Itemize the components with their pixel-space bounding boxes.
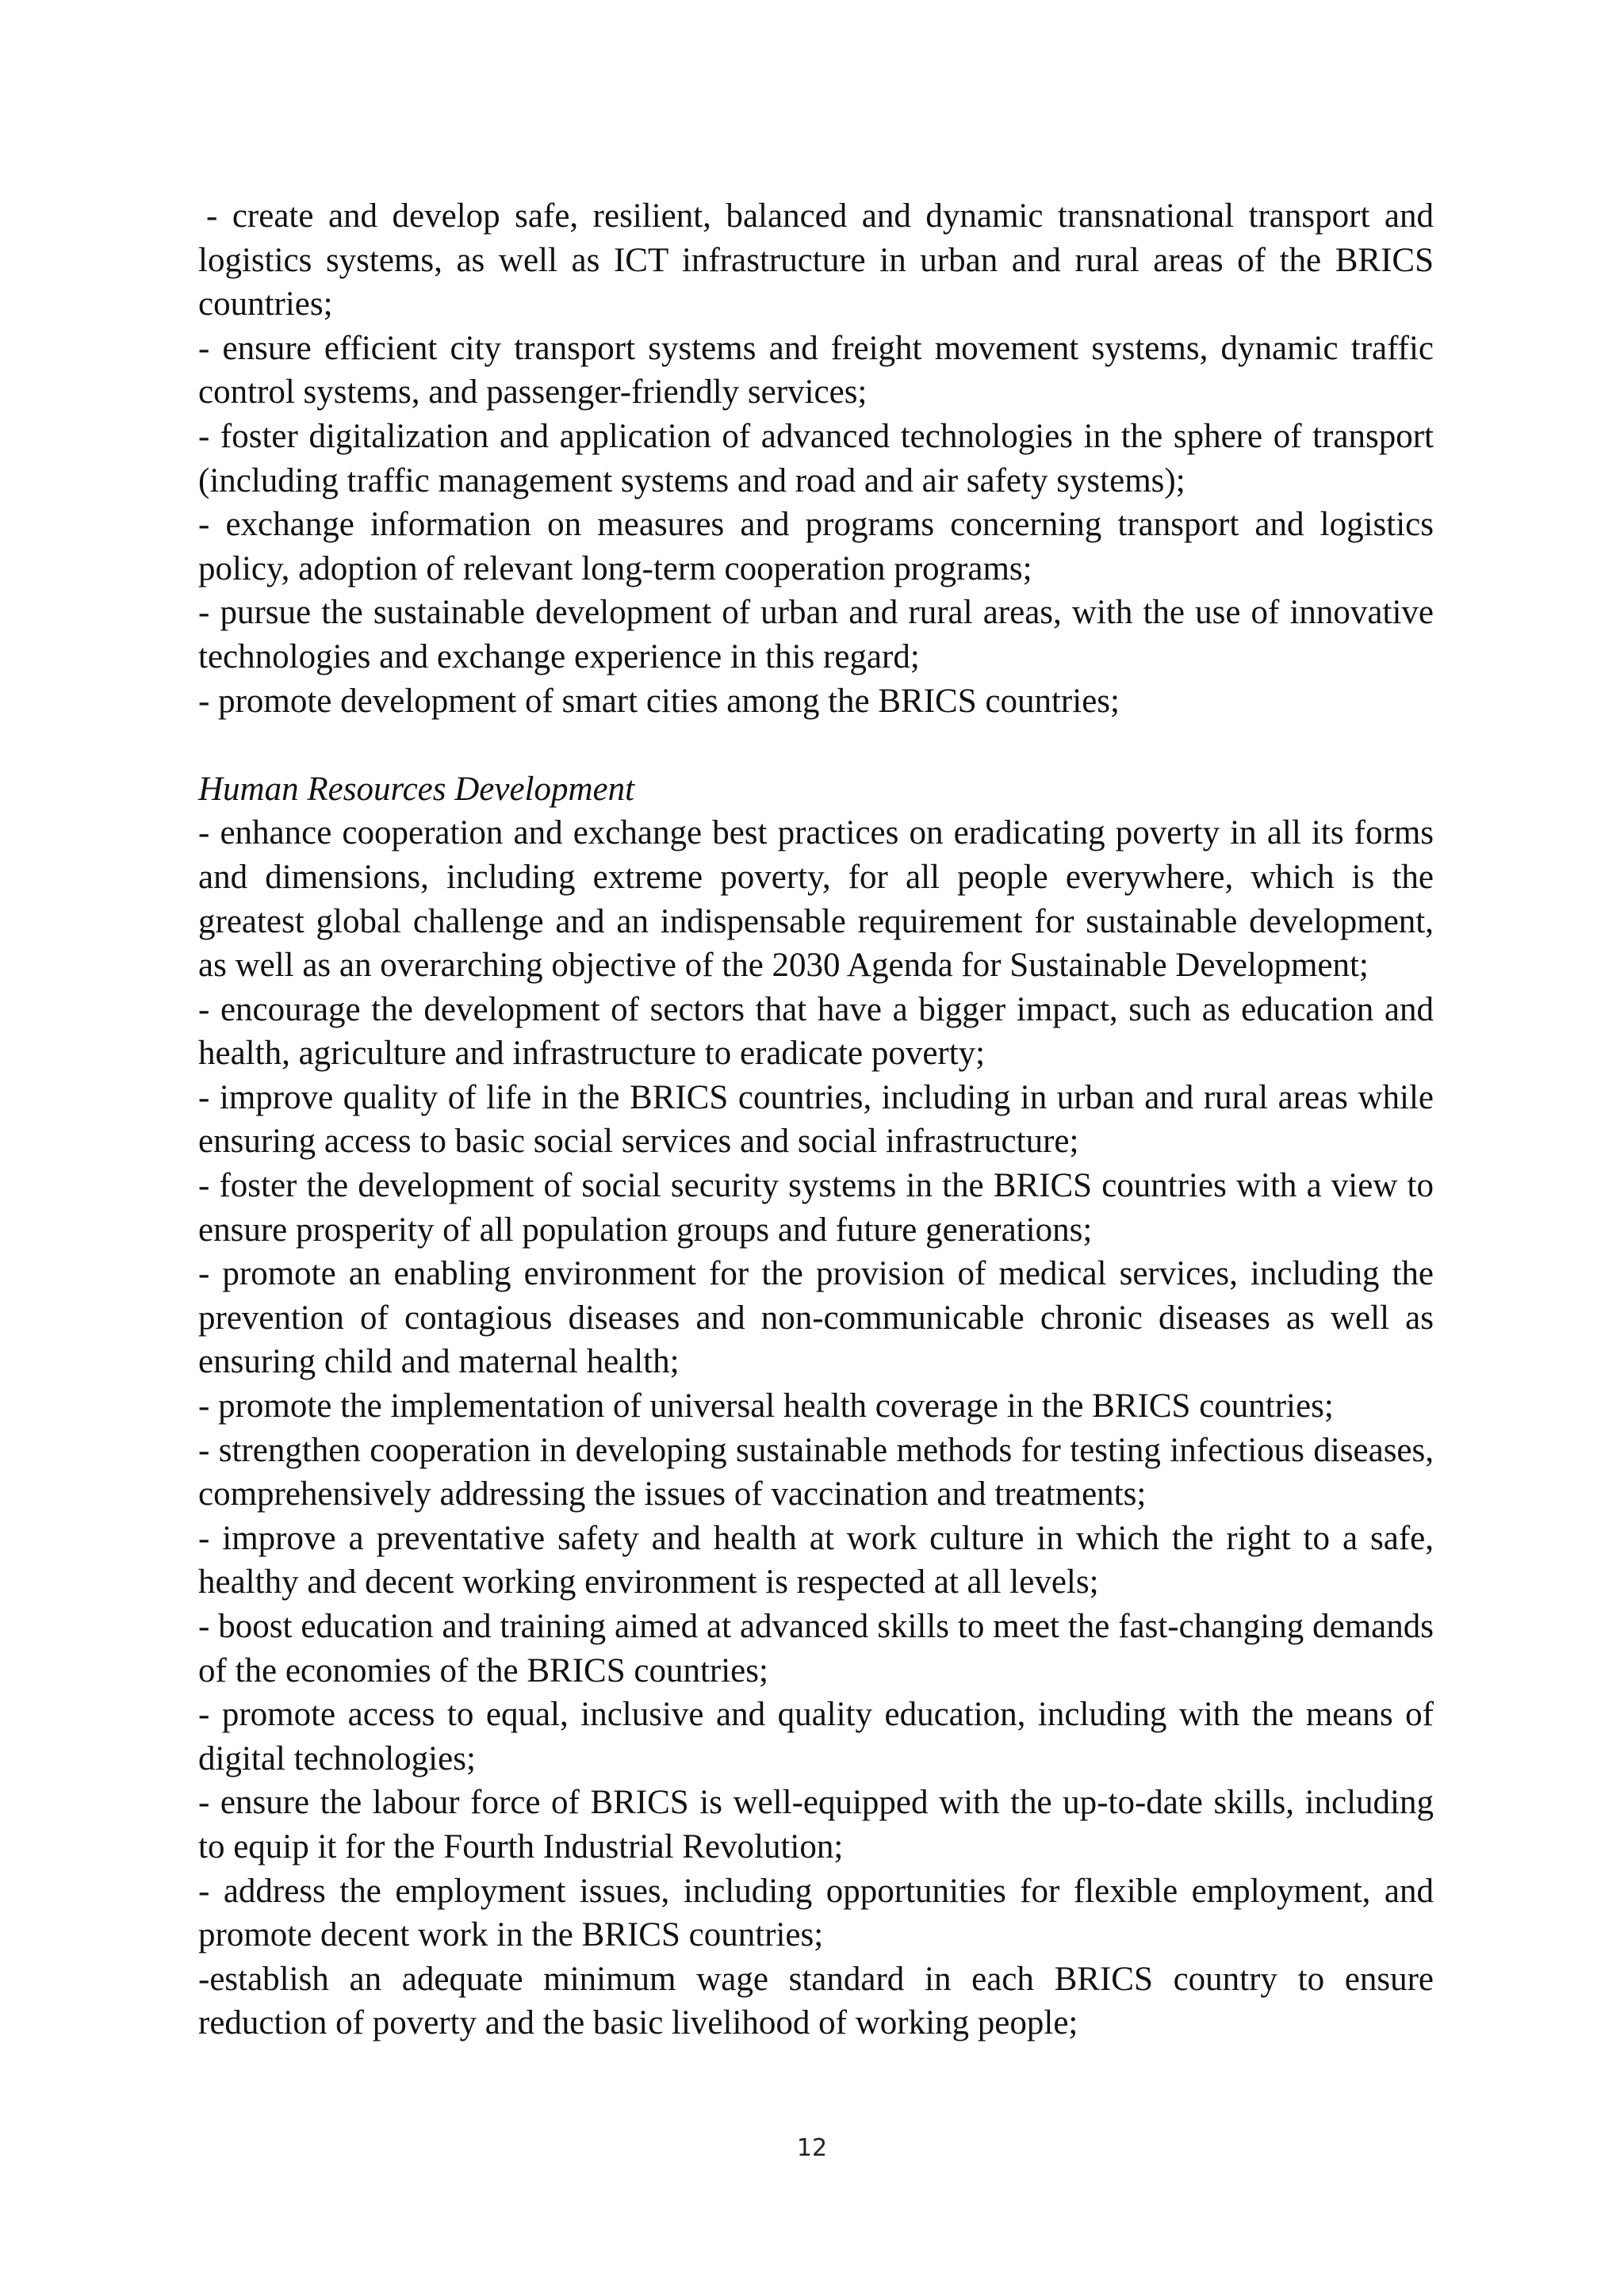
list-item: - promote the implementation of universal health coverage in the BRICS countries;: [198, 1387, 1334, 1425]
list-item: - improve a preventative safety and health at work culture in which the right to a safe, healthy and decent working environment is respected at all levels;: [198, 1519, 1434, 1601]
list-item: - foster digitalization and application of advanced technologies in the sphere of transport (including traffic management systems and road and air safety systems);: [198, 417, 1434, 499]
list-item: - boost education and training aimed at advanced skills to meet the fast-changing demands of the economies of the BRICS countries;: [198, 1608, 1434, 1689]
list-item: - foster the development of social security systems in the BRICS countries with a view to ensure prosperity of all population groups and future generations;: [198, 1167, 1434, 1249]
list-item: - promote access to equal, inclusive and quality education, including with the means of digital technologies;: [198, 1696, 1434, 1777]
list-item: -establish an adequate minimum wage standard in each BRICS country to ensure reduction of poverty and the basic livelihood of working people;: [198, 1960, 1434, 2042]
list-item: - address the employment issues, including opportunities for flexible employment, and promote decent work in the BRICS countries;: [198, 1872, 1434, 1954]
paragraph-spacer: [198, 723, 1434, 767]
list-item: - encourage the development of sectors that have a bigger impact, such as education and health, agriculture and infrastructure to eradicate poverty;: [198, 990, 1434, 1073]
list-item: - improve quality of life in the BRICS countries, including in urban and rural areas while ensuring access to basic social services and social infrastructure;: [198, 1078, 1434, 1161]
list-item: - exchange information on measures and programs concerning transport and logistics policy, adoption of relevant long-term cooperation programs;: [198, 506, 1434, 587]
body-text: [198, 194, 1434, 2045]
list-item: - strengthen cooperation in developing sustainable methods for testing infectious diseases, comprehensively addressing the issues of vaccination and treatments;: [198, 1431, 1434, 1513]
page-number: 12: [796, 2134, 828, 2162]
section-heading: Human Resources Development: [198, 770, 635, 808]
list-item: - ensure the labour force of BRICS is well-equipped with the up-to-date skills, including to equip it for the Fourth Industrial Revolution;: [198, 1784, 1434, 1866]
list-item: - enhance cooperation and exchange best practices on eradicating poverty in all its forms and dimensions, including extreme poverty, for all people everywhere, which is the greatest global challenge and an indispensable requirement for sustainable development, as well as an overarching objective of the 2030 Agenda for Sustainable Development;: [198, 814, 1434, 985]
list-item: - promote development of smart cities among the BRICS countries;: [198, 682, 1120, 720]
list-item: - pursue the sustainable development of urban and rural areas, with the use of innovative technologies and exchange experience in this regard;: [198, 594, 1434, 675]
list-item: - create and develop safe, resilient, balanced and dynamic transnational transport and logistics systems, as well as ICT infrastructure in urban and rural areas of the BRICS countries;: [198, 197, 1434, 323]
list-item: - promote an enabling environment for the provision of medical services, including the prevention of contagious diseases and non-communicable chronic diseases as well as ensuring child and maternal health;: [198, 1255, 1434, 1381]
list-item: - ensure efficient city transport systems and freight movement systems, dynamic traffic control systems, and passenger-friendly services;: [198, 329, 1434, 411]
